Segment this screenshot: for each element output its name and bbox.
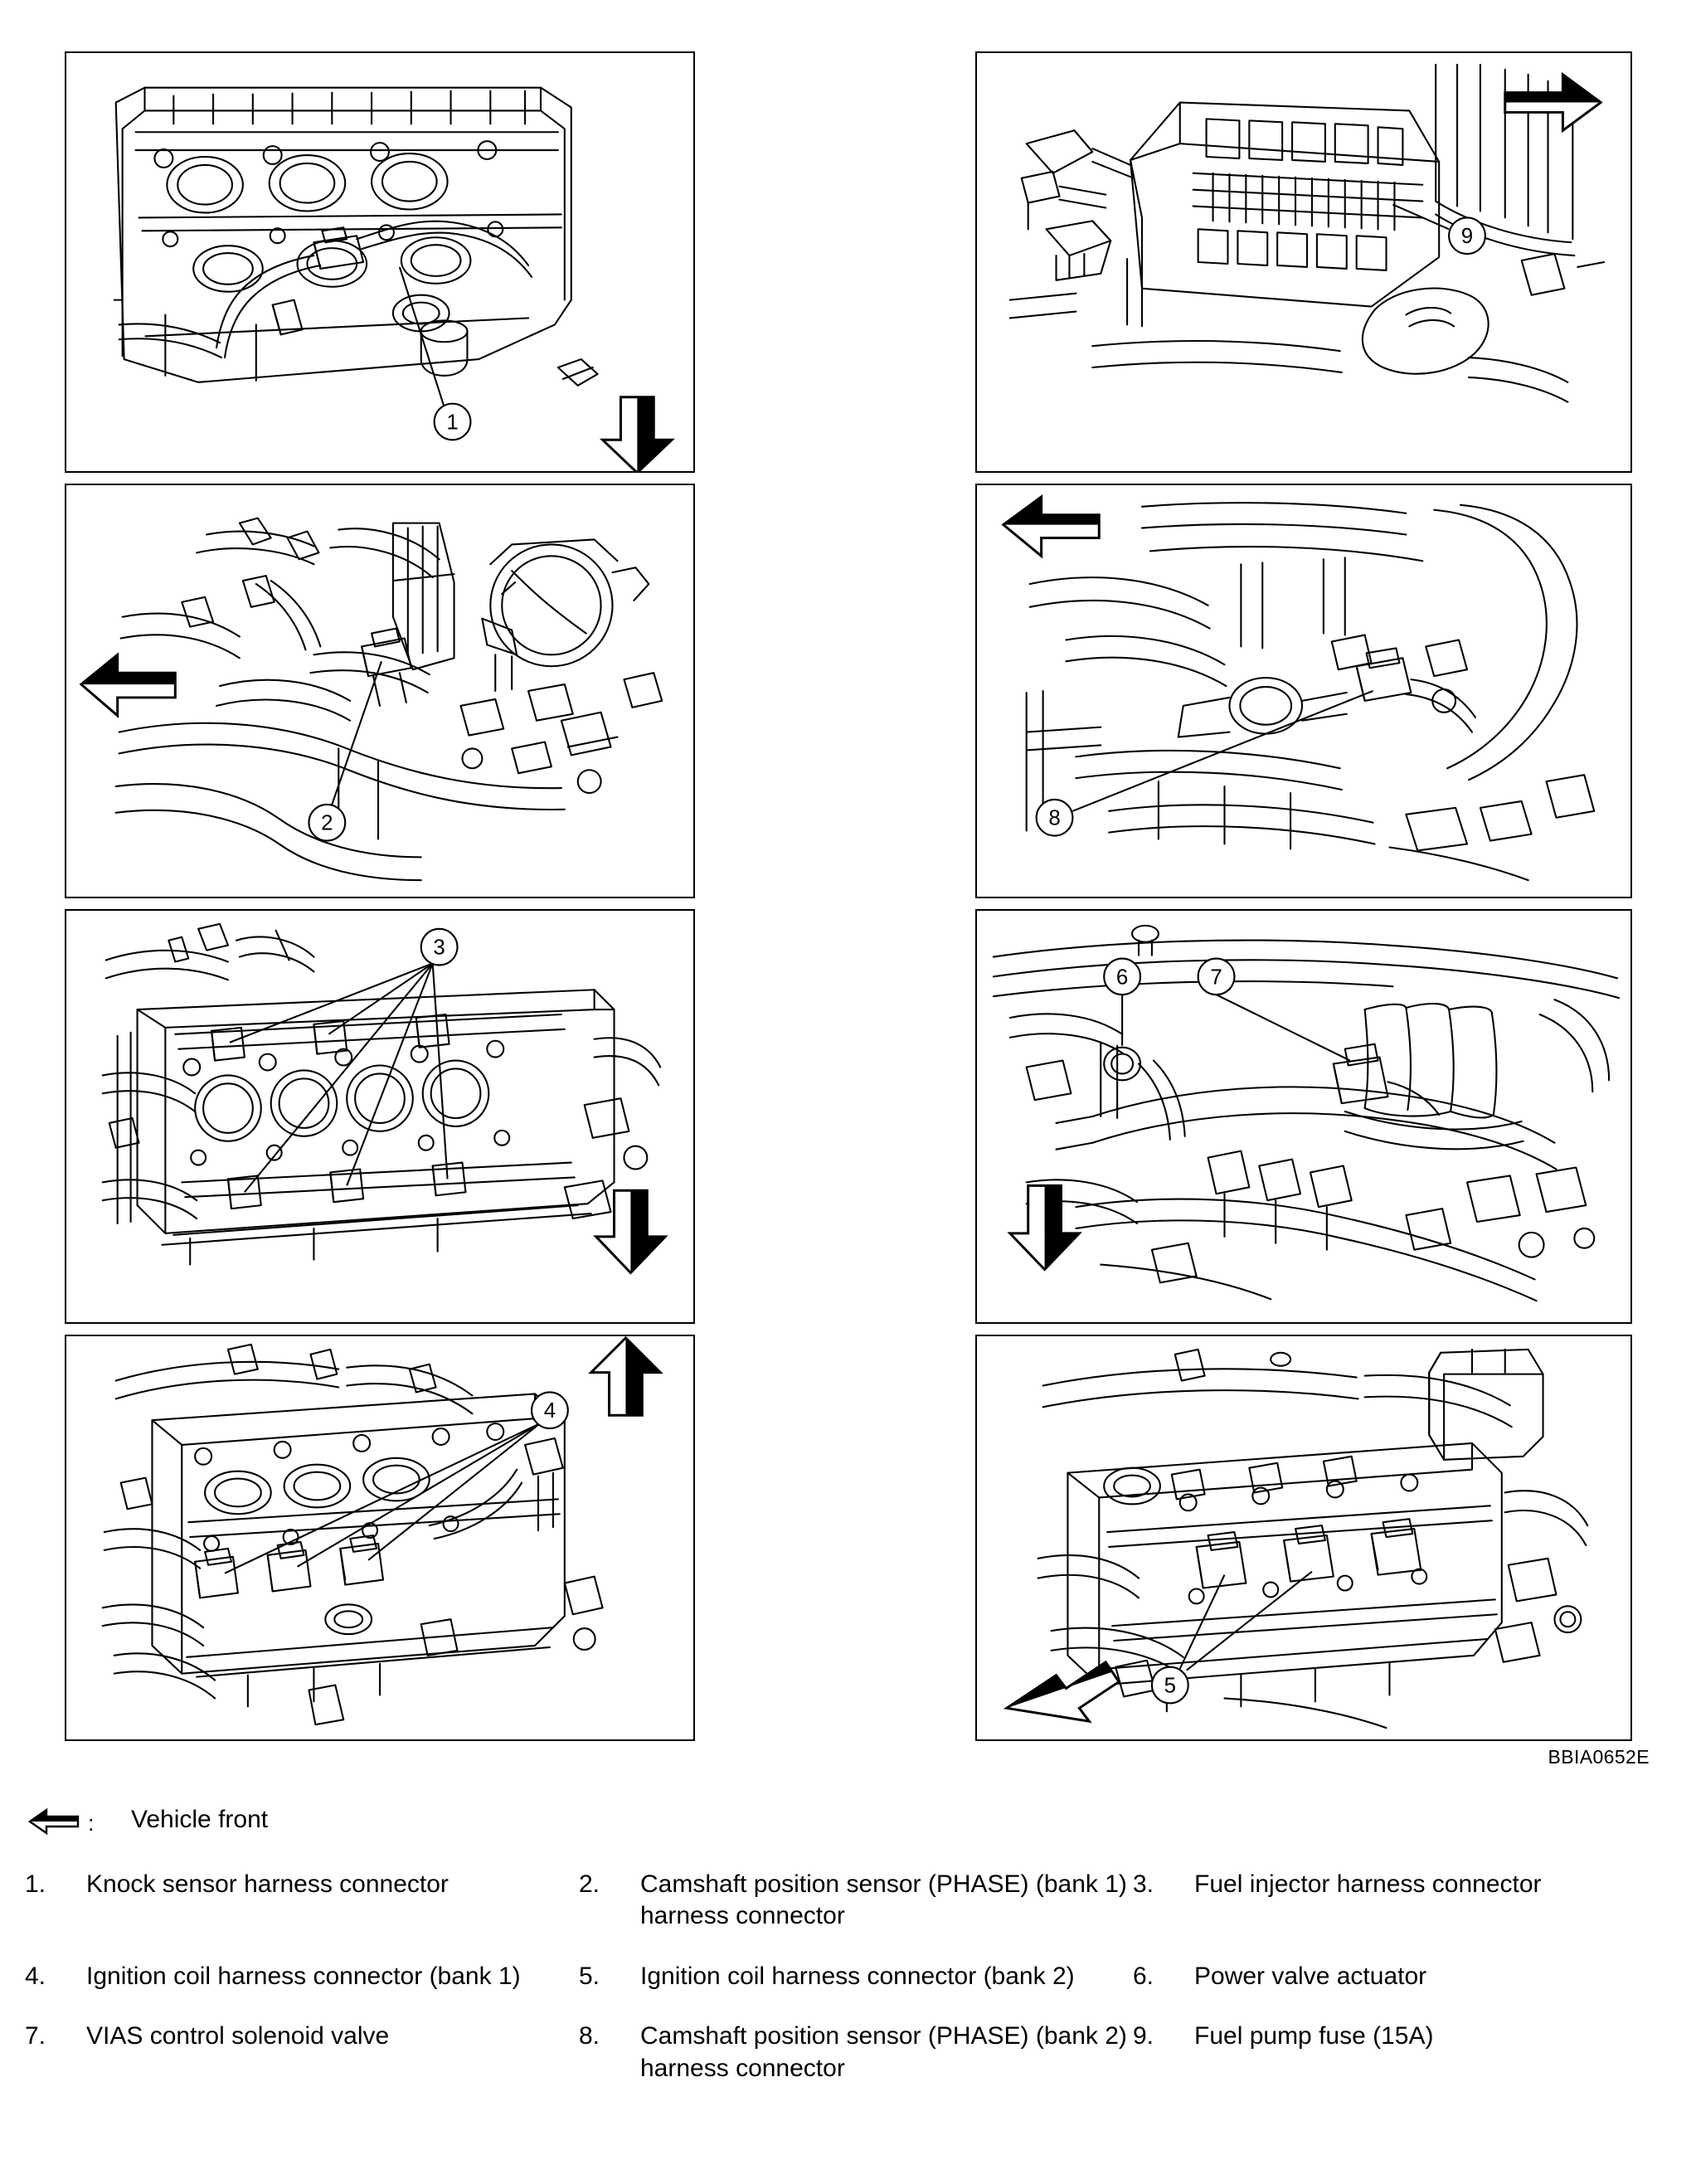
legend-text: Ignition coil harness connector (bank 2) <box>640 1962 1075 1990</box>
panel-5-illustration <box>977 53 1630 471</box>
legend-number: 5. <box>579 1962 600 1990</box>
callout-7 <box>1198 959 1350 1061</box>
up-arrow-icon <box>591 1338 661 1415</box>
svg-text:7: 7 <box>1210 966 1222 990</box>
legend-text: Camshaft position sensor (PHASE) (bank 2) harness connector <box>640 2022 1127 2082</box>
left-arrow-icon <box>1004 497 1099 556</box>
down-arrow-icon <box>1010 1185 1080 1269</box>
legend-row <box>25 1961 1675 2021</box>
legend-number: 7. <box>25 2022 46 2050</box>
figure-panel-6 <box>975 484 1632 898</box>
figure-panel-2 <box>65 484 695 898</box>
legend-row <box>25 1869 1675 1961</box>
figure-panel-8 <box>975 1335 1632 1741</box>
svg-text:3: 3 <box>433 936 445 960</box>
callout-5 <box>1152 1572 1312 1704</box>
svg-text:5: 5 <box>1164 1674 1177 1698</box>
legend-number: 8. <box>579 2022 600 2050</box>
legend-text: Ignition coil harness connector (bank 1) <box>86 1962 521 1990</box>
figure-panel-1 <box>65 51 695 473</box>
figure-legend <box>25 1804 1667 2113</box>
front-marker-label: Vehicle front <box>131 1806 269 1833</box>
panel-2-illustration <box>66 485 693 897</box>
down-arrow-icon <box>603 397 673 471</box>
left-down-arrow-icon <box>1007 1662 1119 1721</box>
figure-panel-grid <box>65 51 1665 1744</box>
legend-row <box>25 2021 1675 2113</box>
down-arrow-icon <box>596 1190 666 1272</box>
panel-4-illustration <box>66 1336 693 1739</box>
front-marker-separator: : <box>88 1811 95 1836</box>
figure-panel-3 <box>65 909 695 1324</box>
panel-8-illustration <box>977 1336 1630 1739</box>
legend-number: 6. <box>1133 1962 1154 1990</box>
legend-table <box>25 1869 1675 2113</box>
svg-text:9: 9 <box>1460 225 1474 249</box>
svg-text:2: 2 <box>321 811 333 835</box>
figure-code: BBIA0652E <box>1548 1746 1650 1768</box>
legend-text: Fuel pump fuse (15A) <box>1194 2022 1434 2050</box>
legend-text: Power valve actuator <box>1194 1962 1427 1990</box>
legend-text: Camshaft position sensor (PHASE) (bank 1) harness connector <box>640 1870 1127 1930</box>
legend-text: Fuel injector harness connector <box>1194 1870 1542 1898</box>
legend-number: 4. <box>25 1962 46 1990</box>
panel-6-illustration <box>977 485 1630 897</box>
right-arrow-icon <box>1505 75 1601 130</box>
callout-1 <box>400 267 471 440</box>
vehicle-front-marker <box>25 1804 1667 1847</box>
svg-text:4: 4 <box>543 1399 556 1423</box>
svg-text:6: 6 <box>1115 966 1129 990</box>
panel-1-illustration <box>66 53 693 471</box>
left-arrow-icon <box>28 1807 81 1836</box>
legend-number: 3. <box>1133 1870 1154 1898</box>
left-arrow-icon <box>81 654 175 715</box>
panel-3-illustration <box>66 911 693 1322</box>
panel-7-illustration <box>977 911 1630 1322</box>
legend-number: 2. <box>579 1870 600 1898</box>
figure-panel-4 <box>65 1335 695 1741</box>
callout-6 <box>1104 959 1140 1046</box>
figure-panel-5 <box>975 51 1632 473</box>
legend-text: VIAS control solenoid valve <box>86 2022 390 2050</box>
legend-number: 1. <box>25 1870 46 1898</box>
figure-panel-7 <box>975 909 1632 1324</box>
legend-number: 9. <box>1133 2022 1154 2050</box>
svg-text:1: 1 <box>446 411 459 435</box>
legend-text: Knock sensor harness connector <box>86 1870 449 1898</box>
svg-text:8: 8 <box>1048 806 1061 830</box>
